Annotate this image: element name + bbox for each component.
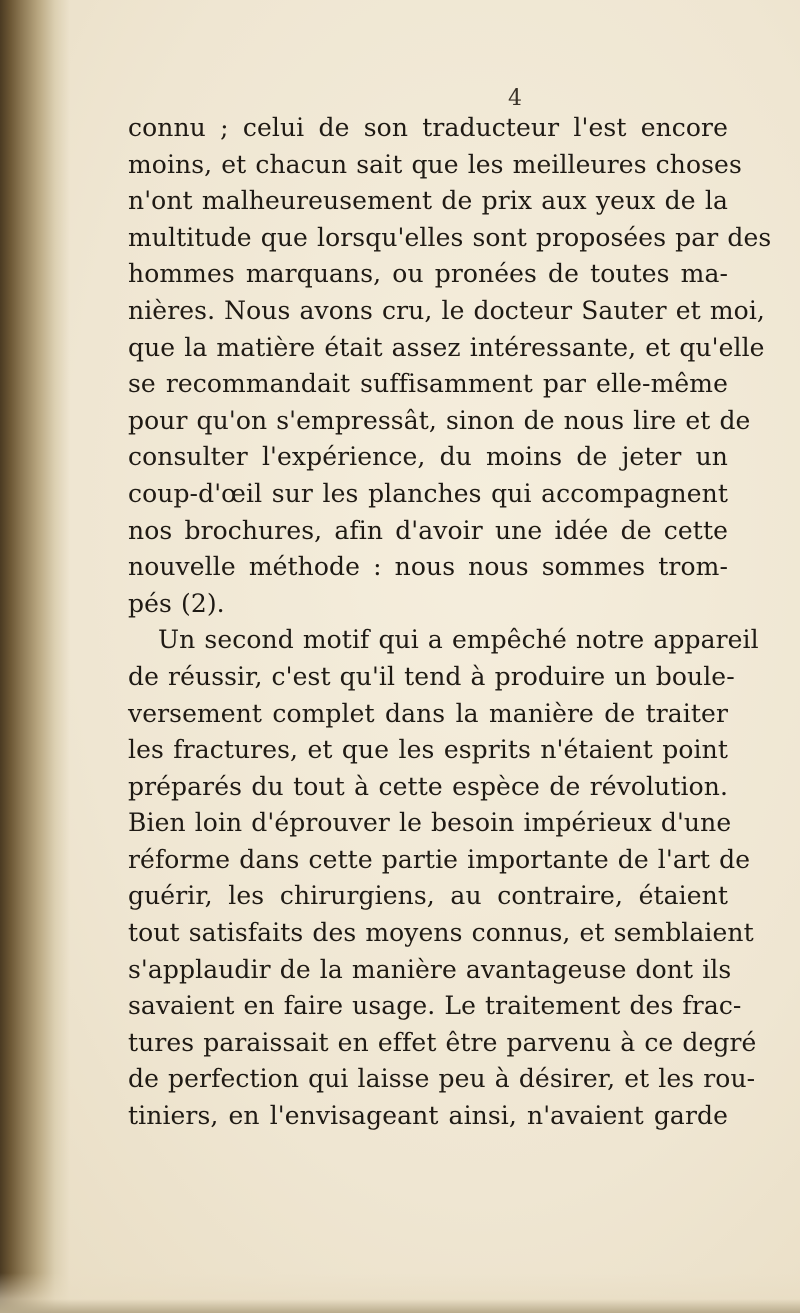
text-line: de perfection qui laisse peu à désirer, et les rou- — [128, 1064, 756, 1094]
text-line: nos brochures, afin d'avoir une idée de cette — [128, 515, 728, 545]
text-line: nouvelle méthode : nous nous sommes trom- — [128, 552, 728, 582]
text-line: de réussir, c'est qu'il tend à produire un boule- — [128, 661, 735, 691]
text-line: multitude que lorsqu'elles sont proposées par des — [128, 222, 772, 252]
page-number: 4 — [508, 86, 522, 111]
text-line: tiniers, en l'envisageant ainsi, n'avaient garde — [128, 1101, 728, 1131]
text-line: nières. Nous avons cru, le docteur Sauter et moi, — [128, 295, 765, 325]
body-text — [128, 110, 772, 1135]
text-line: savaient en faire usage. Le traitement des frac- — [128, 991, 742, 1021]
text-line: guérir, les chirurgiens, au contraire, étaient — [128, 881, 728, 911]
text-line: tures paraissait en effet être parvenu à ce degré — [128, 1027, 757, 1057]
text-line: que la matière était assez intéressante, et qu'elle — [128, 332, 765, 362]
text-line: préparés du tout à cette espèce de révolution. — [128, 771, 728, 801]
book-spine-shadow — [0, 0, 70, 1313]
text-line: coup-d'œil sur les planches qui accompagnent — [128, 478, 728, 508]
text-line: hommes marquans, ou pronées de toutes ma- — [128, 259, 728, 289]
text-line: tout satisfaits des moyens connus, et semblaient — [128, 918, 754, 948]
text-line: réforme dans cette partie importante de l'art de — [128, 844, 751, 874]
text-line: Bien loin d'éprouver le besoin impérieux d'une — [128, 808, 732, 838]
text-line: connu ; celui de son traducteur l'est encore — [128, 113, 728, 142]
text-line: versement complet dans la manière de traiter — [128, 698, 728, 728]
text-line: les fractures, et que les esprits n'étaient point — [128, 735, 728, 765]
text-line: n'ont malheureusement de prix aux yeux de la — [128, 186, 728, 216]
text-line: moins, et chacun sait que les meilleures choses — [128, 149, 742, 179]
page-bottom-edge — [0, 1273, 800, 1313]
text-line: se recommandait suffisamment par elle-même — [128, 369, 728, 399]
paragraph-start-line: Un second motif qui a empêché notre appareil — [158, 625, 759, 655]
text-line: s'applaudir de la manière avantageuse dont ils — [128, 954, 732, 984]
paragraph-end-line: pés (2). — [128, 588, 225, 618]
text-line: consulter l'expérience, du moins de jeter un — [128, 442, 728, 472]
text-line: pour qu'on s'empressât, sinon de nous lire et de — [128, 405, 751, 435]
